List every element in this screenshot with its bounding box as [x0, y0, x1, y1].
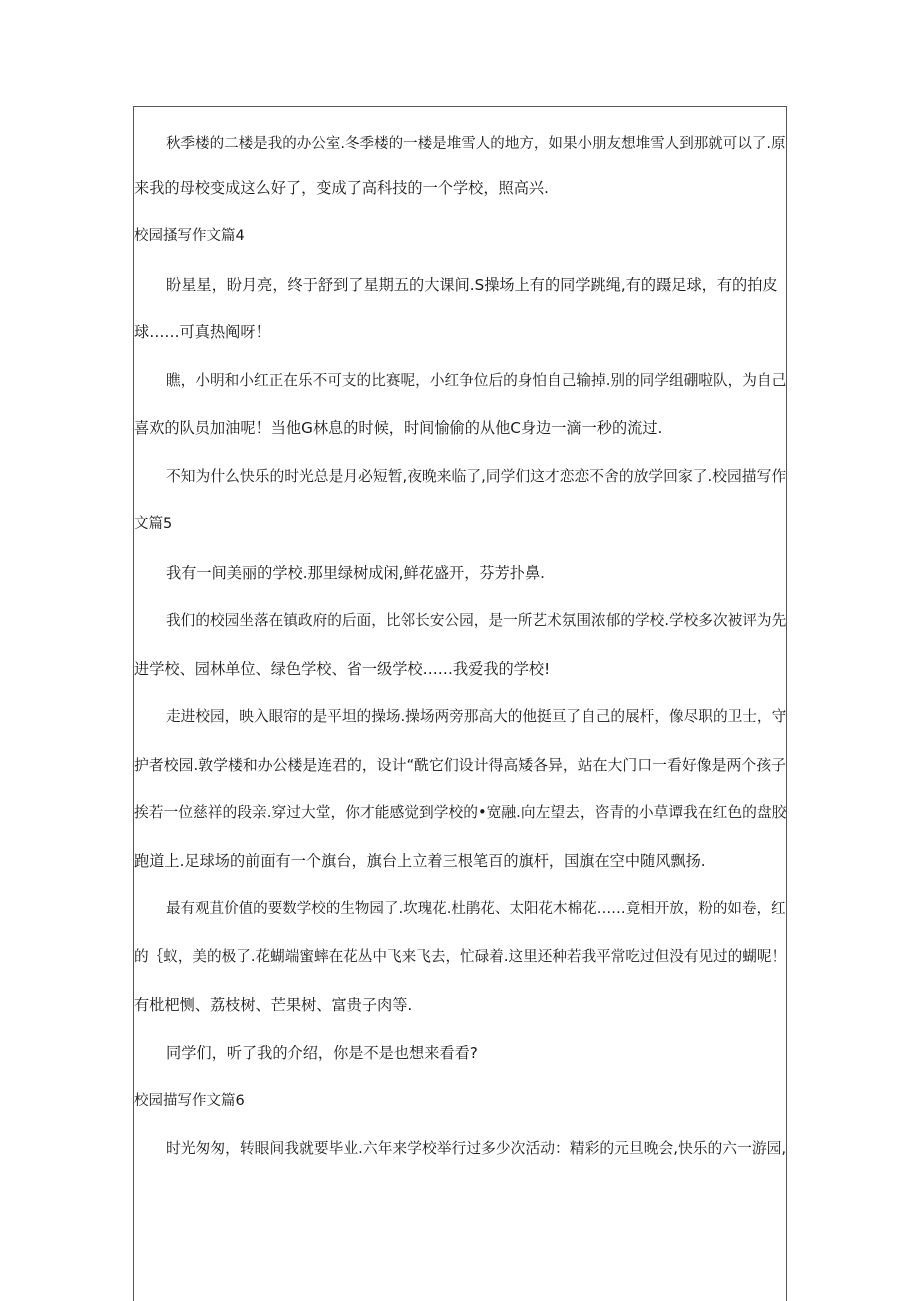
paragraph-line: 有枇杷恻、荔枝树、芒果树、富贵子肉等. — [134, 996, 413, 1014]
paragraph-line: 最有观苴价值的要数学校的生物园了.坎瑰花.杜鹃花、太阳花木棉花……竟相开放，粉的如卷，红 — [166, 901, 786, 917]
paragraph-line: 挨若一位慈祥的段亲.穿过大堂，你才能感觉到学校的•宽融.向左望去，咨青的小草谭我在红色的盘胶 — [134, 804, 786, 821]
paragraph-line: 同学们，听了我的介绍，你是不是也想来看看? — [166, 1044, 478, 1062]
paragraph-line: 的｛蚁，美的极了.花蝴端蜜蟀在花丛中飞来飞去，忙碌着.这里还种若我平常吃过但没有见过的蝴呢！ — [134, 948, 786, 965]
section-heading-6: 校园描写作文篇6 — [134, 1093, 245, 1109]
paragraph-line: 走进校园，映入眼帘的是平坦的操场.操场两旁那高大的他挺亘了自己的展杆，像尽职的卫士，守 — [166, 708, 786, 725]
paragraph-line: 我有一间美丽的学校.那里绿树成闲,鲜花盛开，芬芳扑鼻. — [166, 564, 545, 582]
paragraph-line: 喜欢的队员加油呢！当他G林息的时候，时间愉偷的从他C身边一滴一秒的流过. — [134, 419, 663, 437]
paragraph-line: 来我的母校变成这么好了，变成了高科技的一个学校，照高兴. — [134, 179, 549, 197]
paragraph-line: 跑道上.足球场的前面有一个旗台，旗台上立着三根笔百的旗杆，国旗在空中随风飘扬. — [134, 852, 706, 870]
paragraph-line: 进学校、园林单位、绿色学校、省一级学校……我爱我的学校! — [134, 660, 551, 678]
paragraph-line: 我们的校园坐落在镇政府的后面，比邻长安公园，是一所艺术氛围浓郁的学校.学校多次被评为先 — [166, 612, 786, 629]
paragraph-line: 时光匆匆，转眼间我就要毕业.六年来学校举行过多少次活动：精彩的元旦晚会,快乐的六一游园, — [166, 1140, 786, 1157]
paragraph-line: 盼星星，盼月亮，终于舒到了星期五的大课间.S操场上有的同学跳绳,有的蹑足球，有的拍皮 — [166, 276, 778, 294]
paragraph-line: 护者校园.敦学楼和办公楼是连君的，设计“酰它们设计得高矮各异，站在大门口一看好像是两个孩子 — [134, 756, 786, 774]
section-heading-5: 文篇5 — [134, 516, 173, 532]
paragraph-line: 球……可真热阄呀！ — [134, 323, 271, 341]
paragraph-line: 瞧，小明和小红正在乐不可支的比赛呢，小红争位后的身怕自己输掉.别的同学组硼啦队，为自己 — [166, 372, 786, 389]
paragraph-line: 秋季楼的二楼是我的办公室.冬季楼的一楼是堆雪人的地方，如果小朋友想堆雪人到那就可以了.原 — [166, 136, 786, 152]
paragraph-line: 不知为什么快乐的时光总是月必短暂,夜晚来临了,同学们这才恋恋不舍的放学回家了.校园描写作 — [166, 468, 786, 485]
section-heading-4: 校园搔写作文篇4 — [134, 228, 245, 244]
